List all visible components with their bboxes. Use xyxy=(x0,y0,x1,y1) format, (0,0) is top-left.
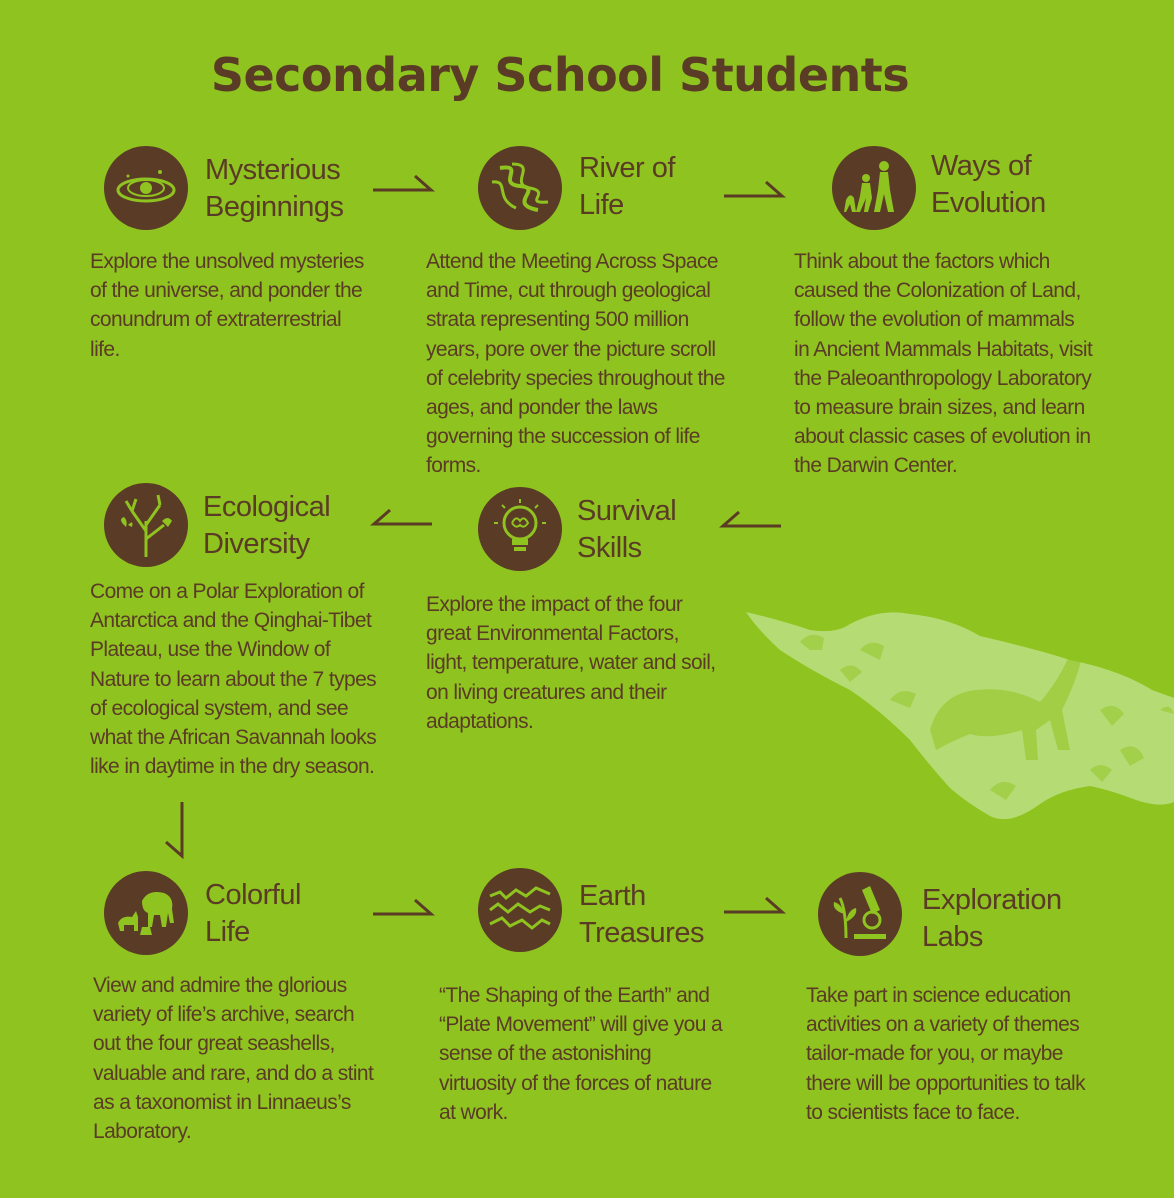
station-description: “The Shaping of the Earth” and “Plate Movement” will give you a sense of the astonishing virtuosity of the forces of nature at work. xyxy=(439,984,723,1124)
elephant-animals-icon xyxy=(104,871,188,955)
river-icon xyxy=(478,146,562,230)
station-heading: Earth Treasures xyxy=(579,880,704,949)
station-heading: Mysterious Beginnings xyxy=(205,154,344,223)
lightbulb-brain-icon xyxy=(478,487,562,571)
animal-silhouette-map xyxy=(740,590,1174,835)
arrow-right-icon xyxy=(371,894,437,920)
station-heading: Ecological Diversity xyxy=(203,491,331,560)
station-heading: Colorful Life xyxy=(205,879,301,948)
arrow-right-icon xyxy=(722,178,788,202)
human-evolution-icon xyxy=(832,146,916,230)
station-heading: River of Life xyxy=(579,152,675,221)
station-heading: Survival Skills xyxy=(577,495,677,564)
earth-layers-icon xyxy=(478,868,562,952)
tree-bird-icon xyxy=(104,483,188,567)
arrow-right-icon xyxy=(722,892,788,918)
station-description: Take part in science education activities on a variety of themes tailor-made for you, or maybe there will be opportunities to talk to scientists face to face. xyxy=(806,984,1085,1124)
station-description: Attend the Meeting Across Space and Time, cut through geological strata representing 500 million years, pore over the picture scroll of celebrity species throughout the ages, and ponder the laws governing the succession of life forms. xyxy=(426,250,725,478)
station-description: Think about the factors which caused the Colonization of Land, follow the evolution of mammals in Ancient Mammals Habitats, visit the Paleoanthropology Laboratory to measure brain sizes, and learn about classic cases of evolution in the Darwin Center. xyxy=(794,250,1093,478)
microscope-plant-icon xyxy=(818,872,902,956)
arrow-right-icon xyxy=(371,172,437,196)
arrow-left-icon xyxy=(717,506,783,530)
galaxy-icon xyxy=(104,146,188,230)
station-description: Explore the unsolved mysteries of the universe, and ponder the conundrum of extraterrestrial life. xyxy=(90,250,364,361)
arrow-down-icon xyxy=(162,800,188,862)
page-title: Secondary School Students xyxy=(210,48,910,102)
station-heading: Exploration Labs xyxy=(922,884,1062,953)
station-description: Come on a Polar Exploration of Antarctica and the Qinghai-Tibet Plateau, use the Window of Nature to learn about the 7 types of ecological system, and see what the African Savannah looks like in daytime in the dry season. xyxy=(90,580,377,779)
arrow-left-icon xyxy=(368,506,434,530)
station-heading: Ways of Evolution xyxy=(931,150,1046,219)
station-description: View and admire the glorious variety of life’s archive, search out the four great seashells, valuable and rare, and do a stint as a taxonomist in Linnaeus’s Laboratory. xyxy=(93,974,374,1144)
station-description: Explore the impact of the four great Environmental Factors, light, temperature, water and soil, on living creatures and their adaptations. xyxy=(426,593,716,733)
